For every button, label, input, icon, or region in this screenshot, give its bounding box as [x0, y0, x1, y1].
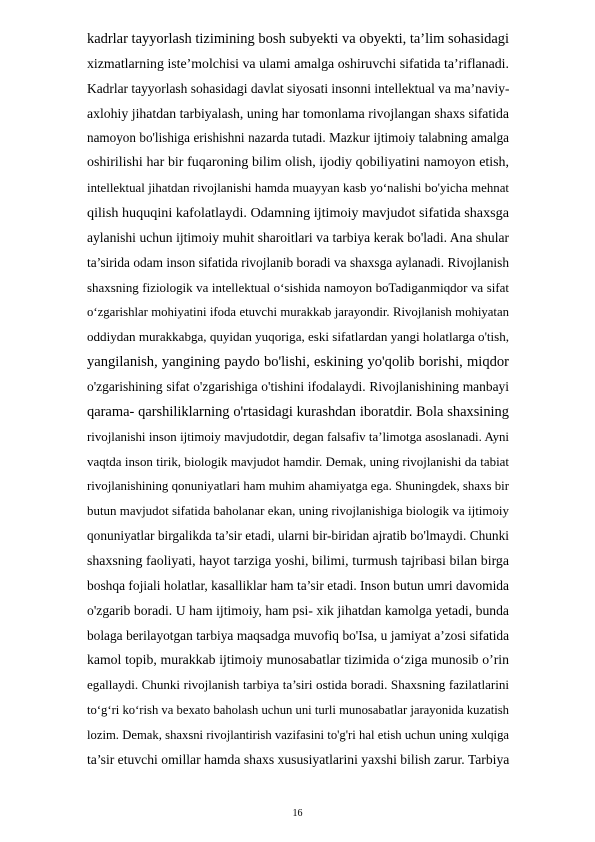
text-line: o‘zgarishlar mohiyatini ifoda etuvchi murakkab jarayondir. Rivojlanish mohiyatan: [87, 305, 509, 320]
text-line: shaxsning faoliyati, hayot tarziga yoshi, bilimi, turmush tajribasi bilan birga: [87, 553, 509, 569]
text-line: o'zgarib boradi. U ham ijtimoiy, ham psi- xik jihatdan kamolga yetadi, bunda: [87, 602, 509, 618]
text-line: vaqtda inson tirik, biologik mavjudot hamdir. Demak, uning rivojlanishi da tabiat: [87, 453, 509, 469]
page-number: 16: [292, 808, 303, 819]
text-line: Kadrlar tayyorlash sohasidagi davlat siyosati insonni intellektual va ma’naviy-: [87, 80, 510, 96]
text-line: to‘g‘ri ko‘rish va bexato baholash uchun uni turli munosabatlar jarayonida kuzatish: [87, 703, 509, 718]
text-line: rivojlanishining qonuniyatlari ham muhim ahamiyatga ega. Shuningdek, shaxs bir: [87, 479, 509, 494]
text-line: qilish huquqini kafolatlaydi. Odamning ijtimoiy mavjudot sifatida shaxsga: [87, 205, 509, 222]
text-line: ta’sirida odam inson sifatida rivojlanib boradi va shaxsga aylanadi. Rivojlanish: [87, 254, 509, 270]
text-line: oshirilishi har bir fuqaroning bilim olish, ijodiy qobiliyatini namoyon etish,: [87, 155, 509, 171]
text-line: butun mavjudot sifatida baholanar ekan, uning rivojlanishiga biologik va ijtimoiy: [87, 503, 509, 519]
text-line: kadrlar tayyorlash tizimining bosh subyekti va obyekti, ta’lim sohasidagi: [87, 31, 509, 47]
text-line: aylanishi uchun ijtimoiy muhit sharoitlari va tarbiya kerak bo'ladi. Ana shular: [87, 229, 509, 245]
text-line: boshqa fojiali holatlar, kasalliklar ham ta’sir etadi. Inson butun umri davomida: [87, 577, 509, 593]
text-line: bolaga berilayotgan tarbiya maqsadga muvofiq bo'Isa, u jamiyat a’zosi sifatida: [87, 627, 509, 643]
text-line: shaxsning fiziologik va intellektual o‘sishida namoyon boTadiganmiqdor va sifat: [87, 279, 509, 295]
text-line: axlohiy jihatdan tarbiyalash, uning har tomonlama rivojlangan shaxs sifatida: [87, 105, 509, 121]
text-line: kamol topib, murakkab ijtimoiy munosabatlar tizimida o‘ziga munosib o’rin: [87, 652, 509, 668]
text-line: intellektual jihatdan rivojlanishi hamda muayyan kasb yo‘nalishi bo'yicha mehnat: [87, 181, 509, 196]
text-line: qarama- qarshiliklarning o'rtasidagi kurashdan iboratdir. Bola shaxsining: [87, 403, 509, 420]
text-line: o'zgarishining sifat o'zgarishiga o'tishini ifodalaydi. Rivojlanishining manbayi: [87, 379, 509, 395]
text-line: yangilanish, yangining paydo bo'lishi, eskining yo'qolib borishi, miqdor: [87, 354, 509, 371]
text-line: oddiydan murakkabga, quyidan yuqoriga, eski sifatlardan yangi holatlarga o'tish,: [87, 329, 510, 345]
text-line: rivojlanishi inson ijtimoiy mavjudotdir, degan falsafiv ta’limotga asoslanadi. Ayni: [87, 429, 509, 444]
text-line: xizmatlarning iste’molchisi va ulami amalga oshiruvchi sifatida ta’riflanadi.: [87, 55, 509, 71]
text-line: qonuniyatlar birgalikda ta’sir etadi, ularni bir-biridan ajratib bo'lmaydi. Chunki: [87, 528, 509, 544]
text-line: lozim. Demak, shaxsni rivojlantirish vazifasini to'g'ri hal etish uchun uning xulqiga: [87, 728, 509, 743]
body-text: [87, 27, 509, 773]
text-line: namoyon bo'lishiga erishishni nazarda tutadi. Mazkur ijtimoiy talabning amalga: [87, 130, 509, 146]
text-line: ta’sir etuvchi omillar hamda shaxs xususiyatlarini yaxshi bilish zarur. Tarbiya: [87, 751, 510, 767]
text-line: egallaydi. Chunki rivojlanish tarbiya ta’siri ostida boradi. Shaxsning fazilatlarini: [87, 677, 509, 693]
